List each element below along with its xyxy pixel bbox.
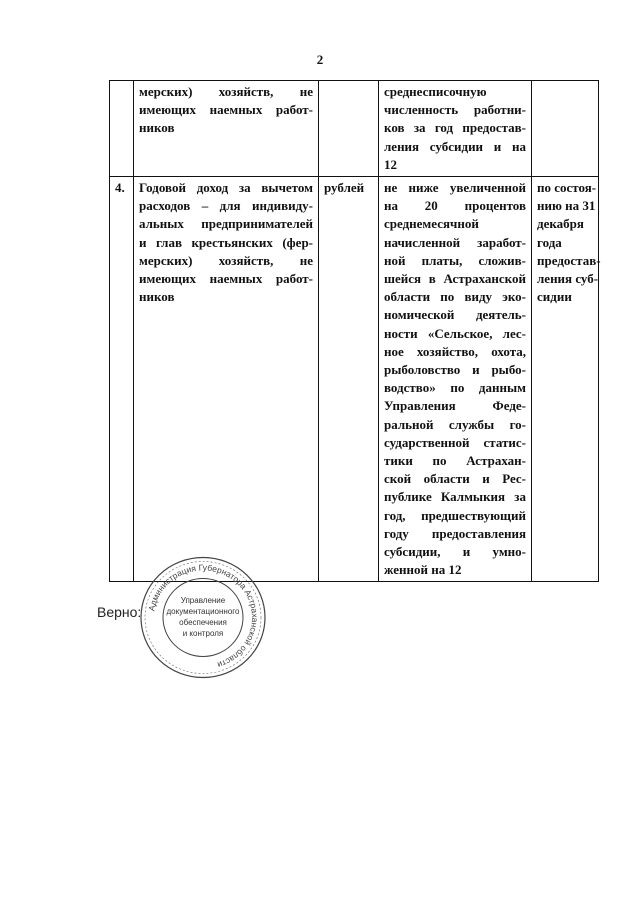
table-row-4 [110, 177, 599, 582]
value-line: ления субсидии и на [384, 138, 526, 154]
indicator-line-1 [139, 83, 313, 101]
value-cell [379, 81, 532, 177]
value-line: Управления Феде- [384, 398, 526, 414]
value-line: не ниже увеличенной [384, 180, 526, 196]
value-line: году предоставления [384, 525, 526, 541]
value-line: ной платы, сложив- [384, 252, 526, 268]
value-line: субсидии, и умно- [384, 544, 526, 560]
value-line: рыболовство и рыбо- [384, 362, 526, 378]
indicator-cell [134, 81, 319, 177]
table-row-continuation [110, 81, 599, 177]
date-cell [532, 81, 599, 177]
indicator-line: и глав крестьянских (фер- [139, 234, 313, 250]
stamp-center-line-1: Управление [180, 596, 226, 605]
row-number-cell [110, 81, 134, 177]
date-line: нию на 31 [537, 198, 596, 214]
value-line: ков за год предостав- [384, 120, 526, 136]
value-line: на 20 процентов [384, 198, 526, 214]
value-line: численность работни- [384, 102, 526, 118]
value-line: области по виду эко- [384, 289, 526, 305]
indicator-line: альных предпринимателей [139, 216, 313, 232]
indicator-line: мерских) хозяйств, не [139, 252, 313, 268]
indicators-table [109, 80, 599, 582]
value-line: среднесписочную [384, 84, 487, 99]
value-line: ральной службы го- [384, 416, 526, 432]
word: хозяйств, [218, 84, 274, 99]
official-stamp [138, 555, 268, 680]
value-cell [379, 177, 532, 582]
value-line: 12 [384, 156, 397, 172]
stamp-center-line-3: обеспечения [179, 618, 227, 627]
date-line: декабря [537, 216, 584, 232]
value-line: водство» по данным [384, 380, 526, 396]
indicator-line: расходов – для индивиду- [139, 198, 313, 214]
value-line: начисленной заработ- [384, 234, 526, 250]
value-line: тики по Астрахан- [384, 453, 526, 469]
date-line: ления суб- [537, 271, 599, 287]
indicator-line: имеющих наемных работ- [139, 271, 313, 287]
date-line: года [537, 234, 562, 250]
value-line: ное хозяйство, охота, [384, 343, 526, 359]
date-line: предостав- [537, 252, 601, 268]
unit-cell: рублей [319, 177, 379, 582]
unit-cell [319, 81, 379, 177]
value-line: женной на 12 [384, 562, 462, 578]
signature-verno: Верно: [97, 604, 142, 620]
date-cell [532, 177, 599, 582]
stamp-ring-text: Администрация Губернатора Астраханской области [146, 562, 261, 671]
word: не [299, 84, 314, 99]
row-number-cell: 4. [110, 177, 134, 582]
word: мерских) [139, 84, 193, 99]
value-line: шейся в Астраханской [384, 271, 526, 287]
date-line: по состоя- [537, 180, 597, 196]
indicator-line: ников [139, 289, 175, 305]
value-line: ской области и Рес- [384, 471, 526, 487]
stamp-center-line-4: и контроля [182, 629, 224, 638]
page-number: 2 [316, 52, 324, 67]
value-line: год, предшествующий [384, 507, 526, 523]
indicator-line-3: ников [139, 120, 175, 136]
value-line: среднемесячной [384, 216, 479, 232]
value-line: сударственной статис- [384, 434, 526, 450]
stamp-center-line-2: документационного [166, 607, 240, 616]
date-line: сидии [537, 289, 572, 305]
value-line: номической деятель- [384, 307, 526, 323]
indicator-cell [134, 177, 319, 582]
value-line: публике Калмыкия за [384, 489, 526, 505]
value-line: ности «Сельское, лес- [384, 325, 526, 341]
indicator-line-2: имеющих наемных работ- [139, 102, 313, 118]
indicator-line: Годовой доход за вычетом [139, 180, 313, 196]
